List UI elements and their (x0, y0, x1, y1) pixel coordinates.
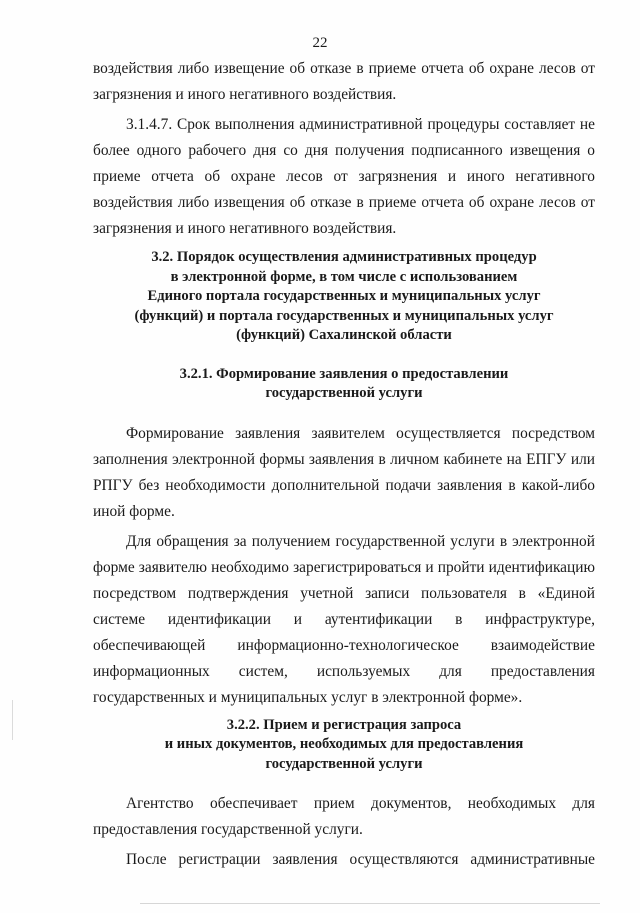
heading-line: государственной услуги (265, 385, 423, 401)
heading-line: Единого портала государственных и муниципальных услуг (147, 288, 541, 304)
section-heading-3-2-2 (93, 716, 595, 775)
heading-line: и иных документов, необходимых для предоставления (164, 736, 524, 752)
page-number: 22 (312, 35, 328, 51)
paragraph-after-registration: После регистрации заявления осуществляются административные (126, 851, 595, 868)
paragraph-agency-accepts: Агентство обеспечивает прием документов, необходимых для предоставления государственной услуги. (93, 795, 595, 838)
heading-line: в электронной форме, в том числе с использованием (170, 268, 518, 285)
section-heading-3-2-1 (93, 365, 595, 404)
heading-line: государственной услуги (265, 755, 423, 772)
section-heading-3-2 (93, 248, 595, 346)
heading-line: (функций) и портала государственных и муниципальных услуг (134, 307, 554, 324)
paragraph-3-1-4-7: 3.1.4.7. Срок выполнения административной процедуры составляет не более одного рабочего дня со дня получения подписанного извещения о приеме отчета об охране лесов от загрязнения и иного негативного воздействия либо извещения об отказе в приеме отчета об охране лесов от загрязнения и иного негативного воздействия. (93, 116, 595, 237)
heading-line: 3.2.2. Прием и регистрация запроса (226, 716, 462, 733)
page-content (93, 55, 595, 873)
heading-line: 3.2. Порядок осуществления административных процедур (151, 249, 537, 265)
paragraph-forming-application: Формирование заявления заявителем осуществляется посредством заполнения электронной формы заявления в личном кабинете на ЕПГУ или РПГУ без необходимости дополнительной подачи заявления в какой-либо иной форме. (93, 424, 595, 520)
paragraph-continuation: воздействия либо извещение об отказе в приеме отчета об охране лесов от загрязнения и иного негативного воздействия. (93, 60, 595, 103)
heading-line: (функций) Сахалинской области (236, 327, 452, 343)
scan-artifact-left (12, 700, 13, 740)
scan-artifact-bottom (140, 903, 600, 904)
heading-line: 3.2.1. Формирование заявления о предоставлении (179, 365, 509, 382)
paragraph-registration-esia: Для обращения за получением государственной услуги в электронной форме заявителю необходимо зарегистрироваться и пройти идентификацию посредством подтверждения учетной записи пользователя в «Единой системе идентификации и аутентификации в инфраструктуре, обеспечивающей информационно-технологическое взаимодействие информационных систем, используемых для предоставления государственных и муниципальных услуг в электронной форме». (93, 532, 595, 706)
